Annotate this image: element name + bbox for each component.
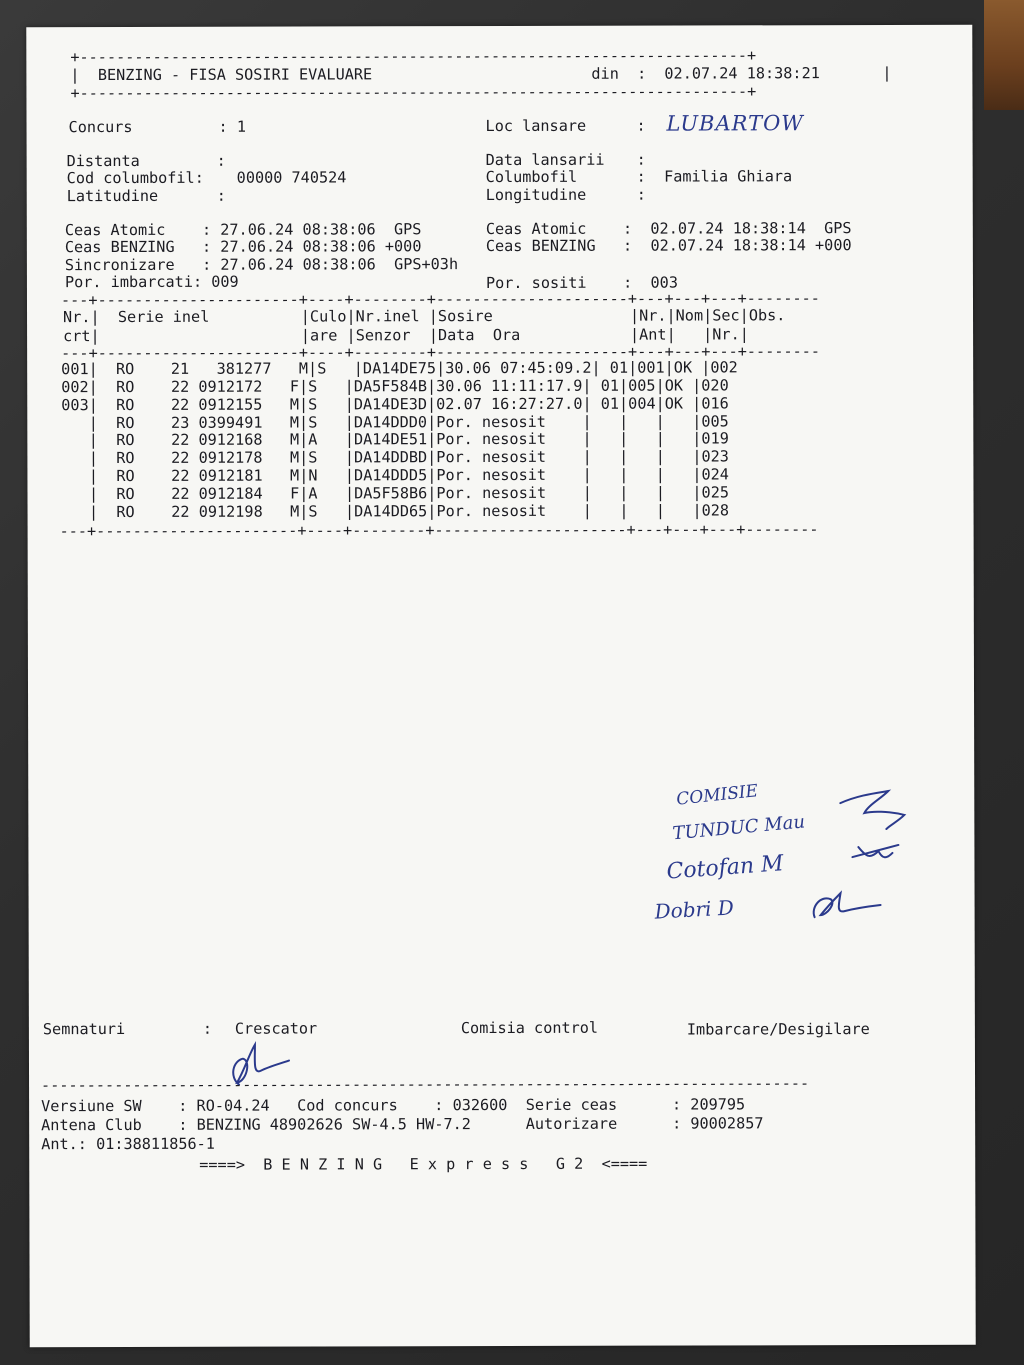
footer-ant: Ant.: 01:38811856-1 xyxy=(41,1134,215,1154)
distanta-colon: : xyxy=(216,151,226,170)
table-row: | RO 22 0912181 M|N |DA14DDD5|Por. nesosit | | | |024 xyxy=(61,465,729,486)
loc-lansare-handwritten: LUBARTOW xyxy=(666,111,804,136)
columbofil-label: Columbofil xyxy=(485,167,578,187)
table-top-rule: ---+----------------------+----+--------+---------------------+---+---+---+-------- xyxy=(60,289,820,310)
porumbei-imbarcati: Por. imbarcati: 009 xyxy=(64,272,239,292)
footer-rule: ------------------------------------------------------------------------------------ xyxy=(41,1074,810,1095)
imbarcare-desigilare-label: Imbarcare/Desigilare xyxy=(686,1020,870,1039)
handwritten-member-2: Cotofan M xyxy=(665,851,785,885)
loc-lansare-label: Loc lansare xyxy=(485,116,587,136)
columbofil-value: : Familia Ghiara xyxy=(636,167,793,186)
table-row: | RO 22 0912168 M|A |DA14DE51|Por. nesosit | | | |019 xyxy=(61,429,729,450)
longitudine-label: Longitudine xyxy=(485,185,587,205)
signature-icon xyxy=(848,837,908,867)
footer-versiune: Versiune SW : RO-04.24 Cod concurs : 032600 Serie ceas : 209795 xyxy=(41,1095,746,1116)
ceas-benzing-start: Ceas BENZING : 27.06.24 08:38:06 +000 xyxy=(64,237,422,257)
header-date-label: din : xyxy=(591,64,647,83)
table-row: 001| RO 21 381277 M|S |DA14DE75|30.06 07:45:09.2| 01|001|OK |002 xyxy=(61,358,738,379)
handwritten-member-3: Dobri D xyxy=(653,895,735,924)
ceas-benzing-end: Ceas BENZING : 02.07.24 18:38:14 +000 xyxy=(485,236,852,256)
semnaturi-label: Semnaturi xyxy=(42,1019,126,1039)
porumbei-sositi: Por. sositi : 003 xyxy=(485,273,678,293)
header-end-bar: | xyxy=(882,63,892,82)
footer-brand: ====> B E N Z I N G E x p r e s s G 2 <==== xyxy=(199,1154,648,1174)
header-date-value: 02.07.24 18:38:21 xyxy=(664,64,820,83)
header-bottom-rule: +-------------------------------------------------------------------------+ xyxy=(70,82,757,103)
table-header-row-1: Nr.| Serie inel |Culo|Nr.inel |Sosire |Nr.|Nom|Sec|Obs. xyxy=(63,306,786,327)
signature-icon xyxy=(828,785,918,835)
footer-antena: Antena Club : BENZING 48902626 SW-4.5 HW-7.2 Autorizare : 90002857 xyxy=(41,1114,764,1135)
table-row: | RO 22 0912178 M|S |DA14DDBD|Por. nesosit | | | |023 xyxy=(61,447,729,468)
latitudine-colon: : xyxy=(216,186,226,205)
header-title: | BENZING - FISA SOSIRI EVALUARE xyxy=(70,65,373,85)
crescator-label: Crescator xyxy=(234,1019,318,1038)
data-lansarii-colon: : xyxy=(636,150,646,169)
latitudine-label: Latitudine xyxy=(66,186,159,206)
header-top-rule: +-------------------------------------------------------------------------+ xyxy=(70,46,757,67)
loc-lansare-colon: : xyxy=(636,116,646,135)
table-mid-rule: ---+----------------------+----+--------+---------------------+---+---+---+-------- xyxy=(61,342,821,363)
data-lansarii-label: Data lansarii xyxy=(485,150,605,170)
table-row: | RO 23 0399491 M|S |DA14DDD0|Por. nesosit | | | |005 xyxy=(61,412,729,433)
semnaturi-colon: : xyxy=(202,1019,213,1038)
table-row: 002| RO 22 0912172 F|S |DA5F584B|30.06 11:11:17.9| 01|005|OK |020 xyxy=(61,376,729,397)
wooden-table-edge xyxy=(984,0,1024,110)
cod-columbofil-value: 00000 740524 xyxy=(236,168,347,187)
handwritten-member-1: TUNDUC Mau xyxy=(671,811,806,845)
longitudine-colon: : xyxy=(636,185,646,204)
handwritten-comisie: COMISIE xyxy=(675,781,759,810)
concurs-label: Concurs xyxy=(68,117,133,137)
table-row: 003| RO 22 0912155 M|S |DA14DE3D|02.07 16:27:27.0| 01|004|OK |016 xyxy=(61,394,729,415)
table-row: | RO 22 0912198 M|S |DA14DD65|Por. nesosit | | | |028 xyxy=(61,501,730,522)
concurs-value: : 1 xyxy=(218,117,246,136)
sincronizare: Sincronizare : 27.06.24 08:38:06 GPS+03h xyxy=(64,255,459,275)
table-header-row-2: crt| |are |Senzor |Data Ora |Ant| |Nr.| xyxy=(63,325,749,346)
signature-icon xyxy=(807,887,887,927)
distanta-label: Distanta xyxy=(66,151,140,171)
ceas-atomic-end: Ceas Atomic : 02.07.24 18:38:14 GPS xyxy=(485,219,852,239)
ceas-atomic-start: Ceas Atomic : 27.06.24 08:38:06 GPS xyxy=(64,220,422,240)
printed-sheet xyxy=(26,25,975,1347)
comisia-control-label: Comisia control xyxy=(460,1018,599,1038)
cod-columbofil-label: Cod columbofil: xyxy=(66,168,204,188)
table-bottom-rule: ---+----------------------+----+--------+---------------------+---+---+---+-------- xyxy=(59,520,819,541)
table-row: | RO 22 0912184 F|A |DA5F58B6|Por. nesosit | | | |025 xyxy=(61,483,730,504)
